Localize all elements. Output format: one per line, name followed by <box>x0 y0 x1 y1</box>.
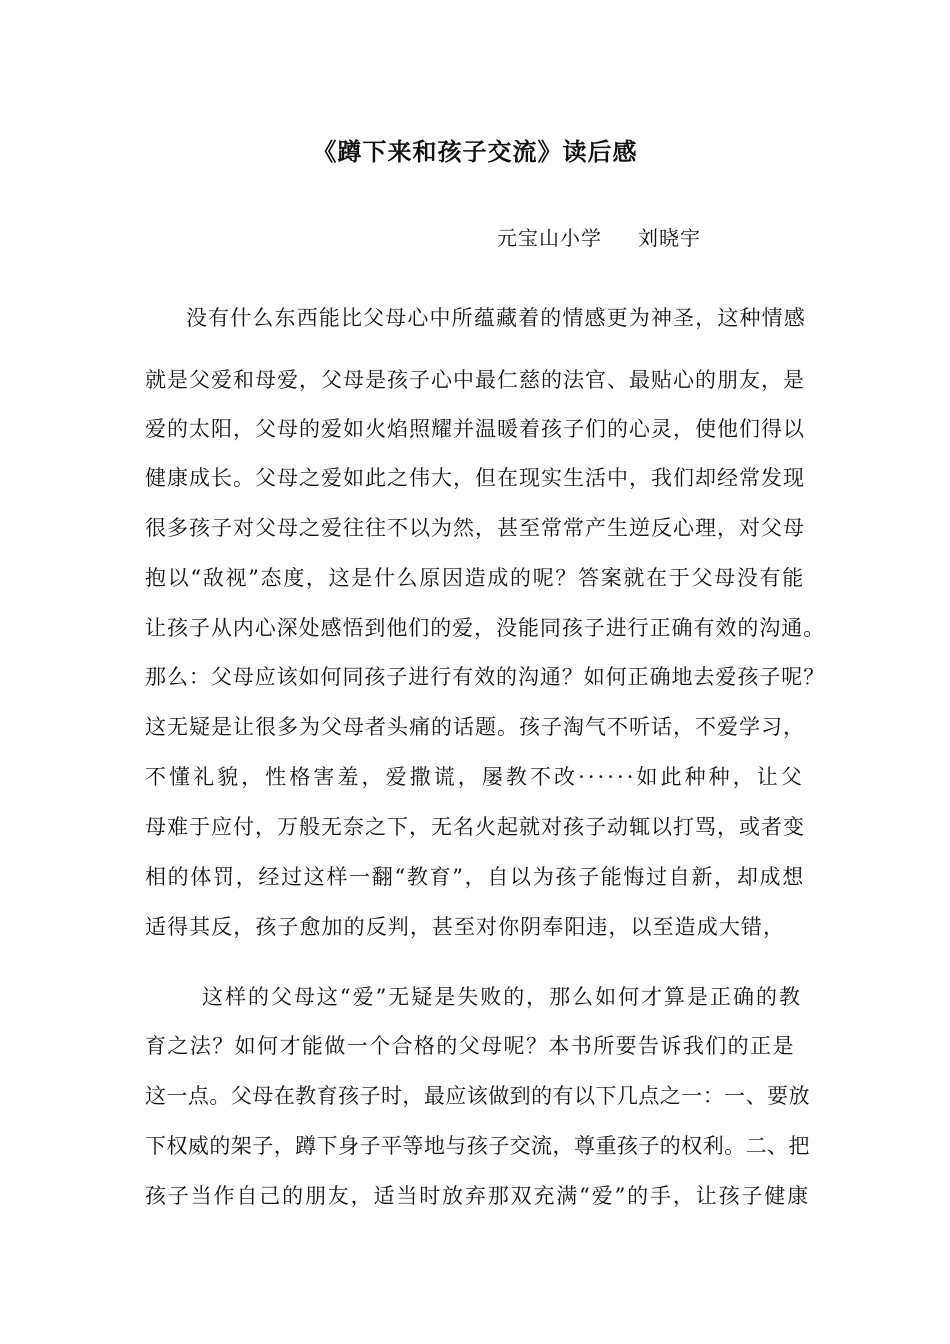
text-line: 就是父爱和母爱，父母是孩子心中最仁慈的法官、最贴心的朋友，是 <box>145 368 805 392</box>
school-name: 元宝山小学 <box>497 226 602 250</box>
text-line: 爱的太阳，父母的爱如火焰照耀并温暖着孩子们的心灵，使他们得以 <box>145 417 805 441</box>
text-line: 育之法？如何才能做一个合格的父母呢？本书所要告诉我们的正是 <box>145 1034 795 1058</box>
text-line: 这无疑是让很多为父母者头痛的话题。孩子淘气不听话，不爱学习， <box>145 715 805 739</box>
text-line: 这一点。父母在教育孩子时，最应该做到的有以下几点之一：一、要放 <box>145 1084 810 1108</box>
author-name: 刘晓宇 <box>638 226 701 250</box>
text-line: 下权威的架子，蹲下身子平等地与孩子交流，尊重孩子的权利。二、把 <box>145 1134 810 1158</box>
text-line: 孩子当作自己的朋友，适当时放弃那双充满“爱”的手，让孩子健康 <box>145 1184 810 1208</box>
text-line: 相的体罚，经过这样一翻“教育”，自以为孩子能悔过自新，却成想 <box>145 865 805 889</box>
byline <box>497 222 701 251</box>
text-line: 很多孩子对父母之爱往往不以为然，甚至常常产生逆反心理，对父母 <box>145 516 805 540</box>
text-line: 抱以“敌视”态度，这是什么原因造成的呢？答案就在于父母没有能 <box>145 566 805 590</box>
text-line: 没有什么东西能比父母心中所蕴藏着的情感更为神圣，这种情感 <box>186 306 806 330</box>
text-line: 适得其反，孩子愈加的反判，甚至对你阴奉阳违，以至造成大错， <box>145 915 786 939</box>
text-line: 那么：父母应该如何同孩子进行有效的沟通？如何正确地去爱孩子呢？ <box>145 665 826 689</box>
text-line: 母难于应付，万般无奈之下，无名火起就对孩子动辄以打骂，或者变 <box>145 815 805 839</box>
text-line: 不懂礼貌，性格害羞，爱撒谎，屡教不改······如此种种，让父 <box>145 765 805 789</box>
text-line: 这样的父母这“爱”无疑是失败的，那么如何才算是正确的教 <box>202 985 802 1009</box>
document-title: 《蹲下来和孩子交流》读后感 <box>312 138 638 166</box>
text-line: 让孩子从内心深处感悟到他们的爱，没能同孩子进行正确有效的沟通。 <box>145 616 826 640</box>
text-line: 健康成长。父母之爱如此之伟大，但在现实生活中，我们却经常发现 <box>145 466 805 490</box>
